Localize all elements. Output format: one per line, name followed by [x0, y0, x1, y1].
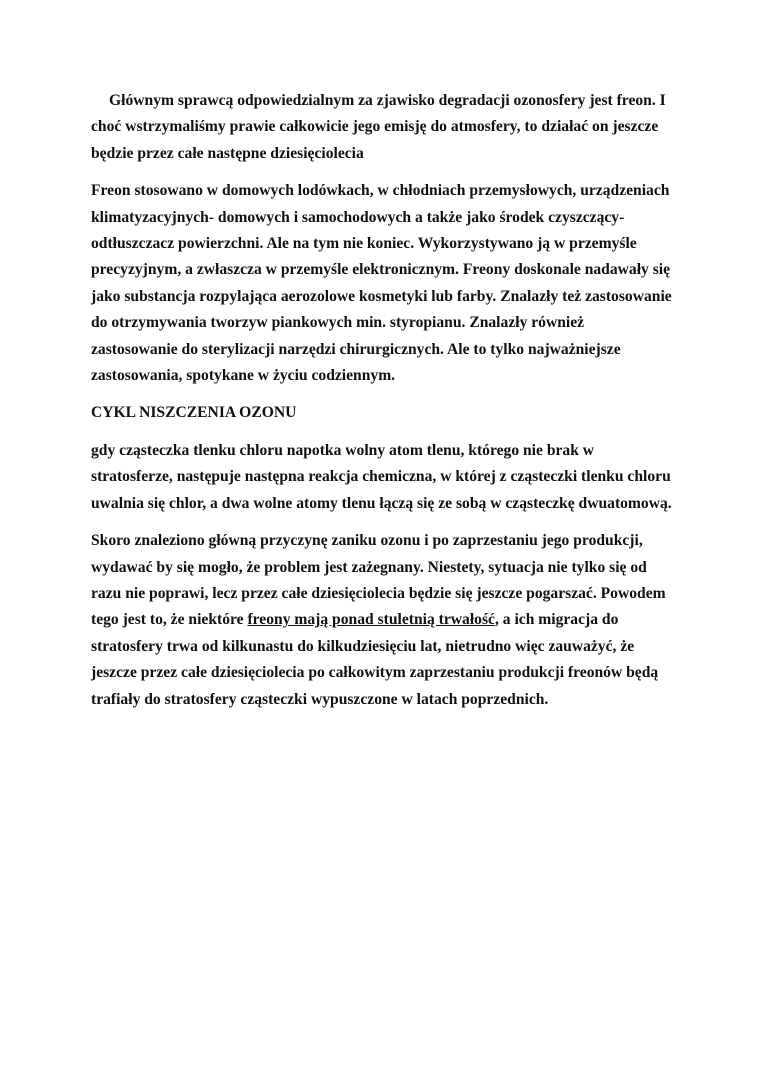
underlined-phrase: freony mają ponad stuletnią trwałość [247, 611, 495, 629]
paragraph-persistence [91, 528, 672, 713]
paragraph-intro: Głównym sprawcą odpowiedzialnym za zjawisko degradacji ozonosfery jest freon. I choć wstrzymaliśmy prawie całkowicie jego emisję do atmosfery, to działać on jeszcze będzie przez całe następne dziesięciolecia [91, 92, 666, 162]
paragraph-persistence-end: , a ich migracja do stratosfery trwa od kilkunastu do kilkudziesięciu lat, nietrudno więc zauważyć, że jeszcze przez całe dziesięciolecia po całkowitym zaprzestaniu produkcji freonów będą trafiały do stratosfery cząsteczki wypuszczone w latach poprzednich. [91, 611, 659, 708]
section-heading: CYKL NISZCZENIA OZONU [91, 404, 297, 422]
paragraph-persistence-start: Skoro znaleziono główną przyczynę zaniku ozonu i po zaprzestaniu jego produkcji, wydawać by się mogło, że problem jest zażegnany. Niestety, sytuacja nie tylko się od razu nie poprawi, lecz przez całe dziesięciolecia będzie się jeszcze pogarszać. Powodem tego jest to, że niektóre [91, 532, 666, 629]
paragraph-freon-uses: Freon stosowano w domowych lodówkach, w chłodniach przemysłowych, urządzeniach klimatyzacyjnych- domowych i samochodowych a także jako środek czyszczący-odtłuszczacz powierzchni. Ale na tym nie koniec. Wykorzystywano ją w przemyśle precyzyjnym, a zwłaszcza w przemyśle elektronicznym. Freony doskonale nadawały się jako substancja rozpylająca aerozolowe kosmetyki lub farby. Znalazły też zastosowanie do otrzymywania tworzyw piankowych min. styropianu. Znalazły również zastosowanie do sterylizacji narzędzi chirurgicznych. Ale to tylko najważniejsze zastosowania, spotykane w życiu codziennym. [91, 182, 672, 385]
paragraph-ozone-cycle: gdy cząsteczka tlenku chloru napotka wolny atom tlenu, którego nie brak w stratosferze, następuje następna reakcja chemiczna, w której z cząsteczki tlenku chloru uwalnia się chlor, a dwa wolne atomy tlenu łączą się ze sobą w cząsteczkę dwuatomową. [91, 441, 672, 512]
